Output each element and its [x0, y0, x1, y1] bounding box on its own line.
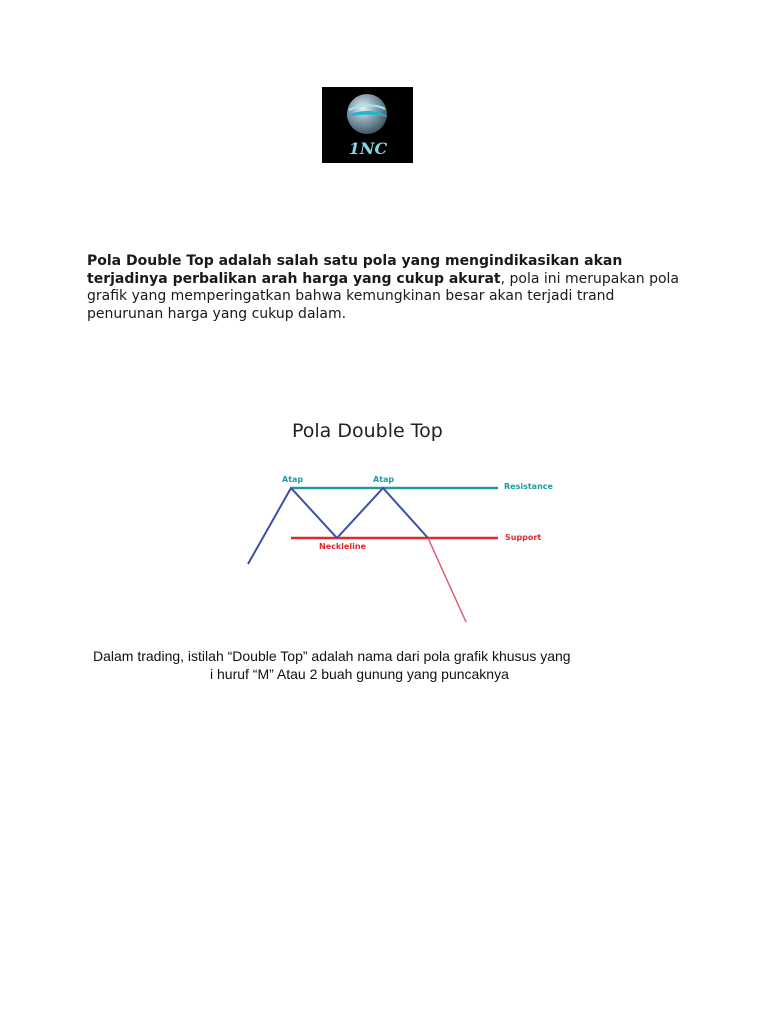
caption-line-1: Dalam trading, istilah “Double Top” adalah nama dari pola grafik khusus yang: [93, 648, 571, 664]
breakdown-line: [428, 538, 466, 622]
double-top-diagram: [246, 416, 553, 626]
logo-text: 1NC: [348, 139, 388, 158]
intro-paragraph: [87, 253, 687, 323]
intro-normal-text: , pola ini merupakan pola grafik yang memperingatkan bahwa kemungkinan besar akan terjadi trand penurunan harga yang cukup dalam.: [87, 270, 680, 322]
caption-line-2: i huruf “M” Atau 2 buah gunung yang puncaknya: [210, 666, 509, 682]
diagram-title: Pola Double Top: [292, 420, 443, 442]
price-path: [248, 488, 428, 564]
caption-text: [93, 647, 625, 683]
intro-bold-text: Pola Double Top adalah salah satu pola yang mengindikasikan akan terjadinya perbalikan arah harga yang cukup akurat: [87, 253, 623, 287]
diagram-svg: [246, 416, 553, 626]
label-support: Support: [505, 533, 542, 542]
label-neckline: Neckleline: [319, 542, 366, 551]
label-top-left: Atap: [282, 475, 304, 484]
label-top-right: Atap: [373, 475, 395, 484]
label-resistance: Resistance: [504, 482, 553, 491]
logo-emblem-icon: [322, 87, 413, 163]
company-logo: [322, 87, 413, 163]
